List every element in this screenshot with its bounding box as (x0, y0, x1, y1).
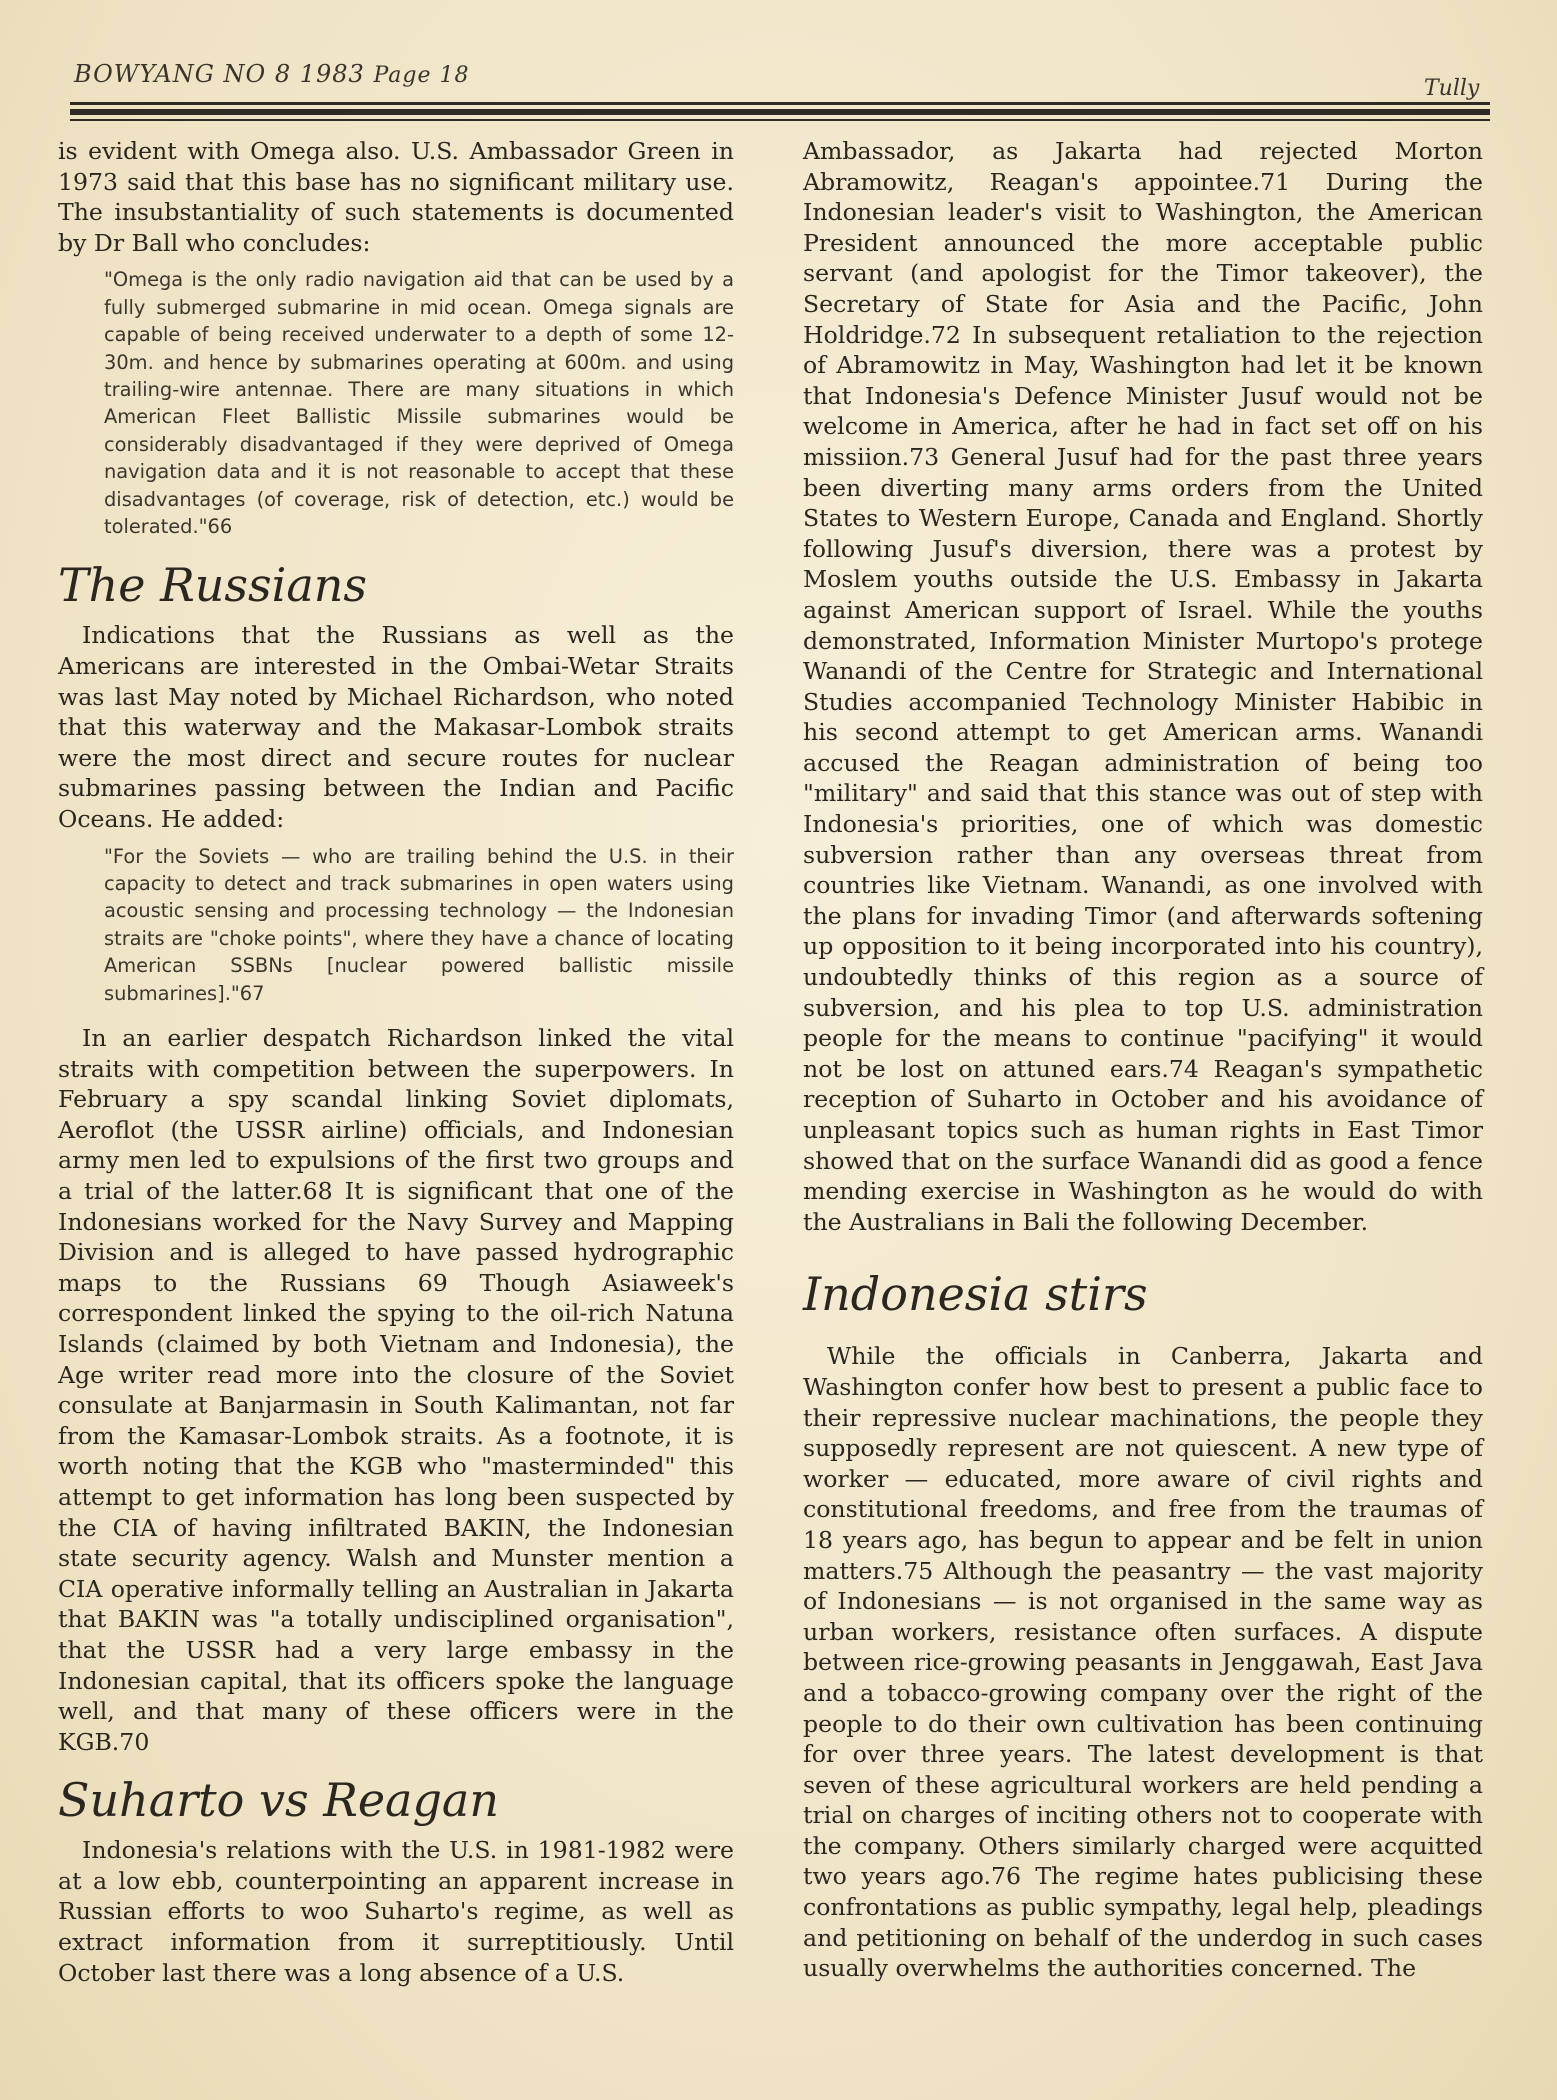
page-number: Page 18 (373, 63, 470, 88)
paragraph-ambassador: Ambassador, as Jakarta had rejected Morton Abramowitz, Reagan's appointee.71 During the Indonesian leader's visit to Washington, the American President announced the more acceptable public servant (and apologist for the Timor takeover), the Secretary of State for Asia and the Pacific, John Holdridge.72 In subsequent retaliation to the rejection of Abramowitz in May, Washington had let it be known that Indonesia's Defence Minister Jusuf would not be welcome in America, after he had in fact set off on his missiion.73 General Jusuf had for the past three years been diverting many arms orders from the United States to Western Europe, Canada and England. Shortly following Jusuf's diversion, there was a protest by Moslem youths outside the U.S. Embassy in Jakarta against American support of Israel. While the youths demonstrated, Information Minister Murtopo's protege Wanandi of the Centre for Strategic and International Studies accompanied Technology Minister Habibic in his second attempt to get American arms. Wanandi accused the Reagan administration of being too "military" and said that this stance was out of step with Indonesia's priorities, one of which was domestic subversion rather than any overseas threat from countries like Vietnam. Wanandi, as one involved with the plans for invading Timor (and afterwards softening up opposition to it being incorporated into his country), undoubtedly thinks of this region as a source of subversion, and his plea to top U.S. administration people for the means to continue "pacifying" it would not be lost on attuned ears.74 Reagan's sympathetic reception of Suharto in October and his avoidance of unpleasant topics such as human rights in East Timor showed that on the surface Wanandi did as good a fence mending exercise in Washington as he would do with the Australians in Bali the following December. (803, 137, 1483, 1236)
blockquote-richardson: "For the Soviets — who are trailing behind the U.S. in their capacity to detect and track submarines in open waters using acoustic sensing and processing technology — the Indonesian straits are "choke points", where they have a chance of locating American SSBNs [nuclear powered ballistic missile submarines]."67 (104, 844, 734, 1005)
header-rule-bottom (70, 119, 1490, 121)
blockquote-ball: "Omega is the only radio navigation aid that can be used by a fully submerged submarine in mid ocean. Omega signals are capable of being received underwater to a depth of some 12-30m. and hence by submarines operating at 600m. and using trailing-wire antennae. There are many situations in which American Fleet Ballistic Missile submarines would be considerably disadvantaged if they were deprived of Omega navigation data and it is not reasonable to accept that these disadvantages (of coverage, risk of detection, etc.) would be tolerated."66 (104, 268, 734, 539)
right-column (803, 136, 1483, 1992)
running-head-title: BOWYANG NO 8 1983 (74, 60, 365, 88)
section-heading-indonesia-stirs: Indonesia stirs (803, 1267, 1148, 1322)
section-heading-russians: The Russians (58, 558, 367, 613)
paragraph-indications: Indications that the Russians as well as the Americans are interested in the Ombai-Wetar Straits was last May noted by Michael Richardson, who noted that this waterway and the Makasar-Lombok straits were the most direct and secure routes for nuclear submarines passing between the Indian and Pacific Oceans. He added: (58, 621, 734, 833)
paragraph-officials: While the officials in Canberra, Jakarta and Washington confer how best to present a public face to their repressive nuclear machinations, the people they supposedly represent are not quiescent. A new type of worker — educated, more aware of civil rights and constitutional freedoms, and free from the traumas of 18 years ago, has begun to appear and be felt in union matters.75 Although the peasantry — the vast majority of Indonesians — is not organised in the same way as urban workers, resistance often surfaces. A dispute between rice-growing peasants in Jenggawah, East Java and a tobacco-growing company over the right of the people to do their own cultivation has been continuing for over three years. The latest development is that seven of these agricultural workers are held pending a trial on charges of inciting others not to cooperate with the company. Others similarly charged were acquitted two years ago.76 The regime hates publicising these confrontations as public sympathy, legal help, pleadings and petitioning on behalf of the underdog in such cases usually overwhelms the authorities concerned. The (803, 1342, 1483, 1983)
header-rule-thick (70, 109, 1490, 115)
header-rule-top (70, 102, 1490, 105)
section-heading-suharto-vs-reagan: Suharto vs Reagan (58, 1773, 499, 1828)
paragraph-relations: Indonesia's relations with the U.S. in 1981-1982 were at a low ebb, counterpointing an apparent increase in Russian efforts to woo Suharto's regime, as well as extract information from it surreptitiously. Until October last there was a long absence of a U.S. (58, 1836, 734, 1987)
running-tag: Tully (1424, 76, 1480, 101)
left-column (58, 136, 734, 1996)
paragraph-omega: is evident with Omega also. U.S. Ambassador Green in 1973 said that this base has no significant military use. The insubstantiality of such statements is documented by Dr Ball who concludes: (58, 137, 734, 257)
paragraph-despatch: In an earlier despatch Richardson linked the vital straits with competition between the superpowers. In February a spy scandal linking Soviet diplomats, Aeroflot (the USSR airline) officials, and Indonesian army men led to expulsions of the first two groups and a trial of the latter.68 It is significant that one of the Indonesians worked for the Navy Survey and Mapping Division and is alleged to have passed hydrographic maps to the Russians 69 Though Asiaweek's correspondent linked the spying to the oil-rich Natuna Islands (claimed by both Vietnam and Indonesia), the Age writer read more into the closure of the Soviet consulate at Banjarmasin in South Kalimantan, not far from the Kamasar-Lombok straits. As a footnote, it is worth noting that the KGB who "masterminded" this attempt to get information has long been suspected by the CIA of having infiltrated BAKIN, the Indonesian state security agency. Walsh and Munster mention a CIA operative informally telling an Australian in Jakarta that BAKIN was "a totally undisciplined organisation", that the USSR had a very large embassy in the Indonesian capital, that its officers spoke the language well, and that many of these officers were in the KGB.70 (58, 1024, 734, 1756)
running-head (74, 60, 470, 88)
